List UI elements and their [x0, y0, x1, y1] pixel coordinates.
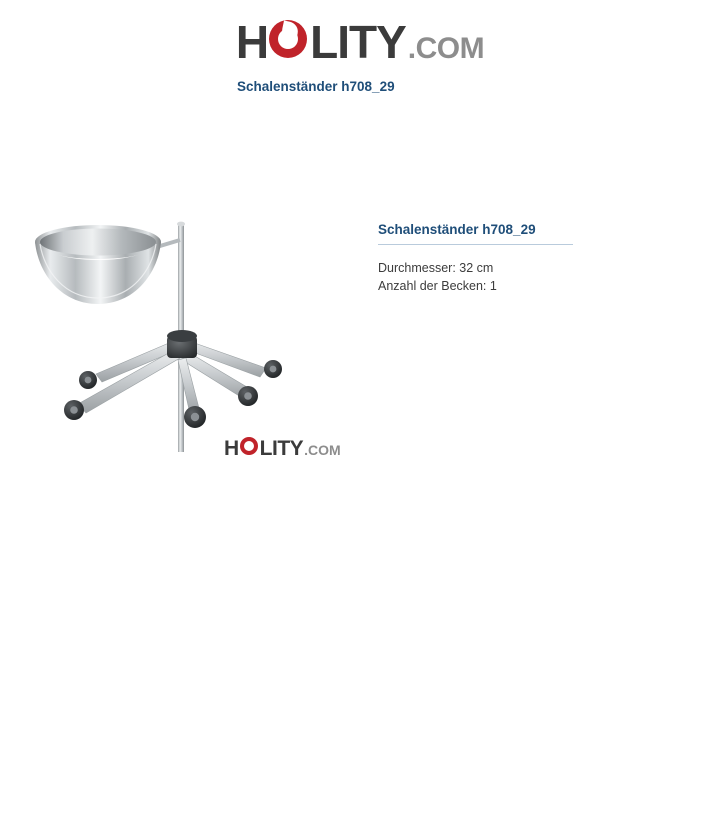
caster-base — [64, 330, 282, 428]
product-info — [378, 112, 658, 295]
logo-letter-h: H — [235, 16, 269, 68]
product-image — [30, 112, 360, 452]
content-area — [0, 112, 720, 452]
spec-item-diameter: Durchmesser: 32 cm — [378, 261, 494, 275]
circle-swirl-icon — [269, 20, 309, 60]
watermark-letters-lity: LITY — [259, 437, 304, 460]
stainless-bowl — [35, 225, 161, 304]
page-title: Schalenständer h708_29 — [237, 79, 395, 94]
logo-suffix: .COM — [407, 32, 485, 65]
site-header — [0, 0, 720, 68]
watermark-letter-h: H — [224, 437, 239, 460]
logo-letters-lity: LITY — [310, 16, 406, 68]
product-title: Schalenständer h708_29 — [378, 222, 573, 245]
spec-item-bowl-count: Anzahl der Becken: 1 — [378, 279, 497, 294]
bowl-stand-illustration — [30, 112, 360, 452]
watermark-suffix: .COM — [304, 442, 341, 458]
circle-swirl-icon — [240, 437, 259, 456]
image-watermark — [224, 436, 341, 459]
holity-logo[interactable] — [235, 16, 485, 68]
product-spec-list — [378, 259, 658, 295]
